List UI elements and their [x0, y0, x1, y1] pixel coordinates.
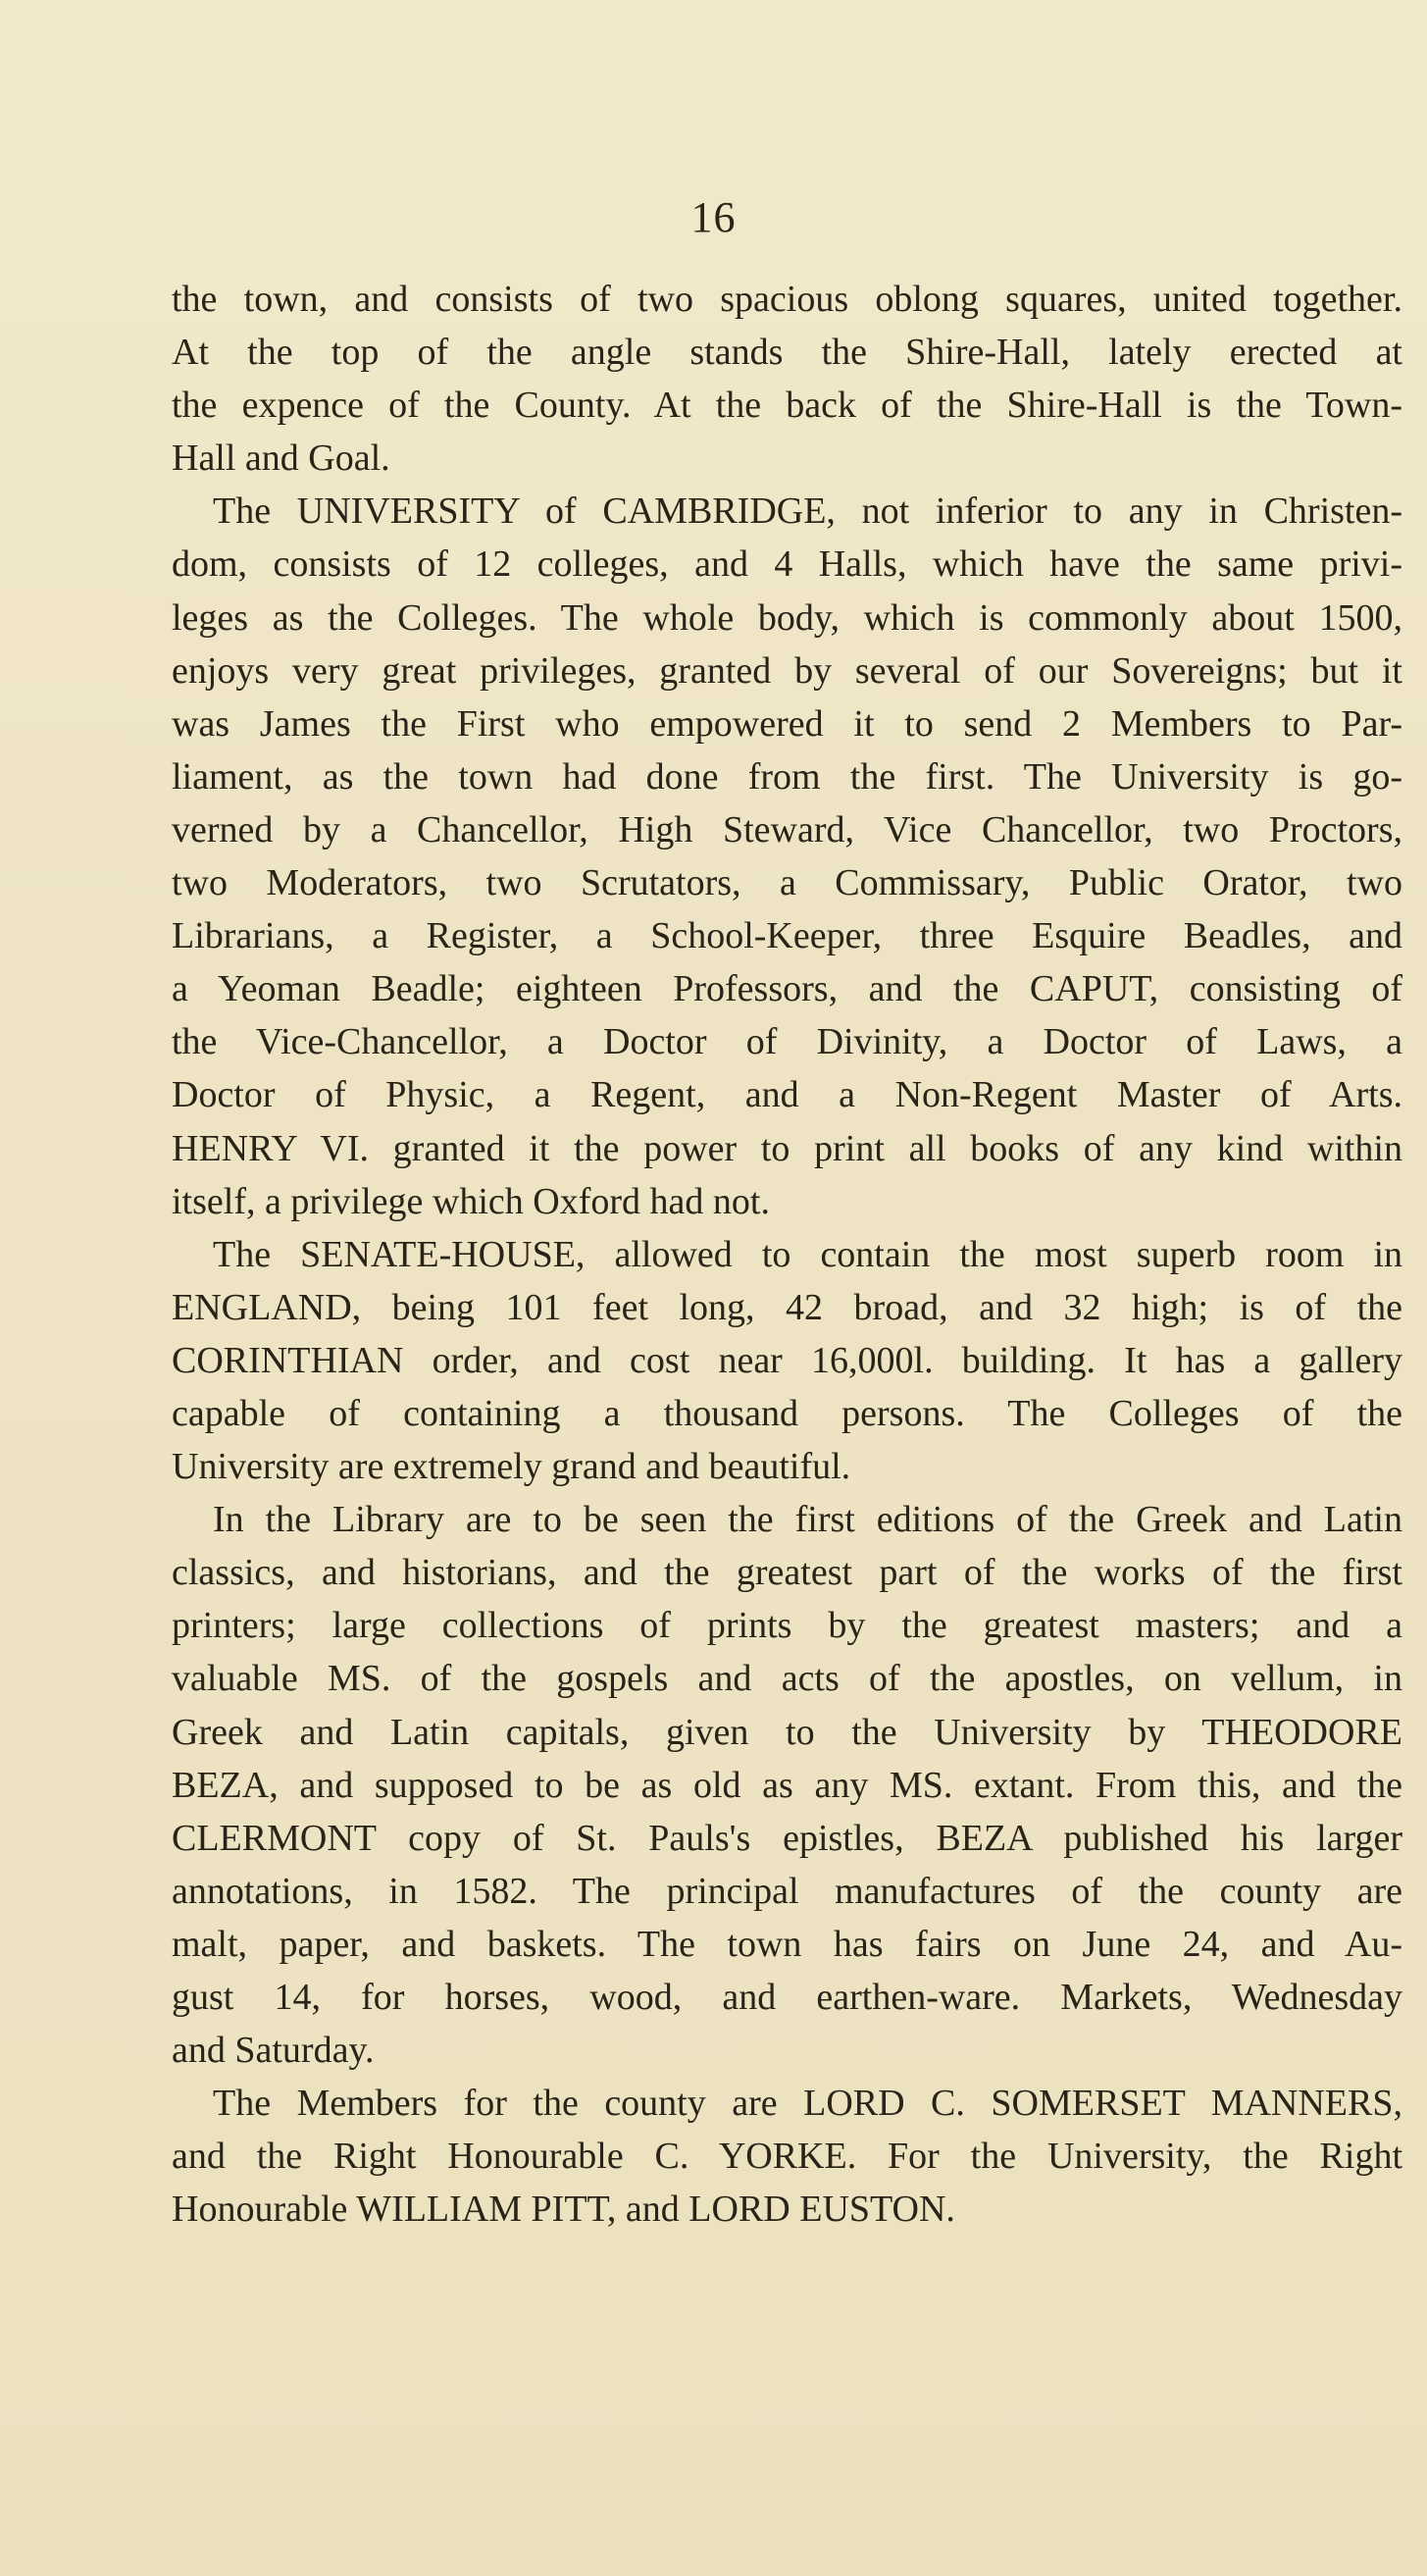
text-line: The Members for the county are LORD C. SOMERSET MANNERS,	[213, 2083, 1402, 2125]
body-text	[172, 273, 1402, 2236]
text-line: the expence of the County. At the back of the Shire-Hall is the Town-	[172, 385, 1402, 427]
text-line: two Moderators, two Scrutators, a Commissary, Public Orator, two	[172, 862, 1402, 904]
text-line: valuable MS. of the gospels and acts of the apostles, on vellum, in	[172, 1658, 1402, 1700]
text-line: capable of containing a thousand persons. The Colleges of the	[172, 1392, 1402, 1434]
text-line: classics, and historians, and the greatest part of the works of the first	[172, 1552, 1402, 1594]
text-line: enjoys very great privileges, granted by several of our Sovereigns; but it	[172, 649, 1402, 692]
text-line: CLERMONT copy of St. Pauls's epistles, BEZA published his larger	[172, 1817, 1402, 1859]
text-line: and the Right Honourable C. YORKE. For the University, the Right	[172, 2136, 1402, 2178]
text-line: In the Library are to be seen the first editions of the Greek and Latin	[213, 1499, 1402, 1541]
text-line: HENRY VI. granted it the power to print all books of any kind within	[172, 1127, 1402, 1169]
text-line: annotations, in 1582. The principal manufactures of the county are	[172, 1870, 1402, 1912]
text-line: gust 14, for horses, wood, and earthen-ware. Markets, Wednesday	[172, 1977, 1402, 2018]
text-line: the town, and consists of two spacious oblong squares, united together.	[172, 279, 1402, 320]
page-number: 16	[690, 193, 737, 241]
text-line: University are extremely grand and beautiful.	[172, 1446, 851, 1488]
text-line: CORINTHIAN order, and cost near 16,000l. building. It has a gallery	[172, 1339, 1402, 1381]
text-line: Doctor of Physic, a Regent, and a Non-Regent Master of Arts.	[172, 1074, 1402, 1116]
text-line: Hall and Goal.	[172, 438, 390, 480]
text-line: and Saturday.	[172, 2030, 375, 2072]
text-line: leges as the Colleges. The whole body, which is commonly about 1500,	[172, 596, 1402, 639]
text-line: printers; large collections of prints by the greatest masters; and a	[172, 1605, 1402, 1647]
text-line: was James the First who empowered it to send 2 Members to Par-	[172, 702, 1402, 745]
text-line: liament, as the town had done from the first. The University is go-	[172, 755, 1402, 798]
text-line: Librarians, a Register, a School-Keeper, three Esquire Beadles, and	[172, 915, 1402, 957]
text-line: BEZA, and supposed to be as old as any MS. extant. From this, and the	[172, 1764, 1402, 1806]
text-line: Greek and Latin capitals, given to the University by THEODORE	[172, 1711, 1402, 1753]
text-line: itself, a privilege which Oxford had not.	[172, 1180, 770, 1222]
text-line: The UNIVERSITY of CAMBRIDGE, not inferior to any in Christen-	[213, 490, 1402, 533]
text-line: Honourable WILLIAM PITT, and LORD EUSTON.	[172, 2189, 955, 2231]
text-line: ENGLAND, being 101 feet long, 42 broad, and 32 high; is of the	[172, 1286, 1402, 1328]
text-line: malt, paper, and baskets. The town has fairs on June 24, and Au-	[172, 1923, 1402, 1965]
text-line: At the top of the angle stands the Shire-Hall, lately erected at	[172, 332, 1402, 374]
text-line: dom, consists of 12 colleges, and 4 Halls, which have the same privi-	[172, 543, 1402, 586]
text-line: a Yeoman Beadle; eighteen Professors, and the CAPUT, consisting of	[172, 968, 1402, 1010]
text-line: the Vice-Chancellor, a Doctor of Divinity, a Doctor of Laws, a	[172, 1021, 1402, 1063]
text-line: The SENATE-HOUSE, allowed to contain the most superb room in	[213, 1233, 1402, 1275]
text-line: verned by a Chancellor, High Steward, Vice Chancellor, two Proctors,	[172, 808, 1402, 850]
